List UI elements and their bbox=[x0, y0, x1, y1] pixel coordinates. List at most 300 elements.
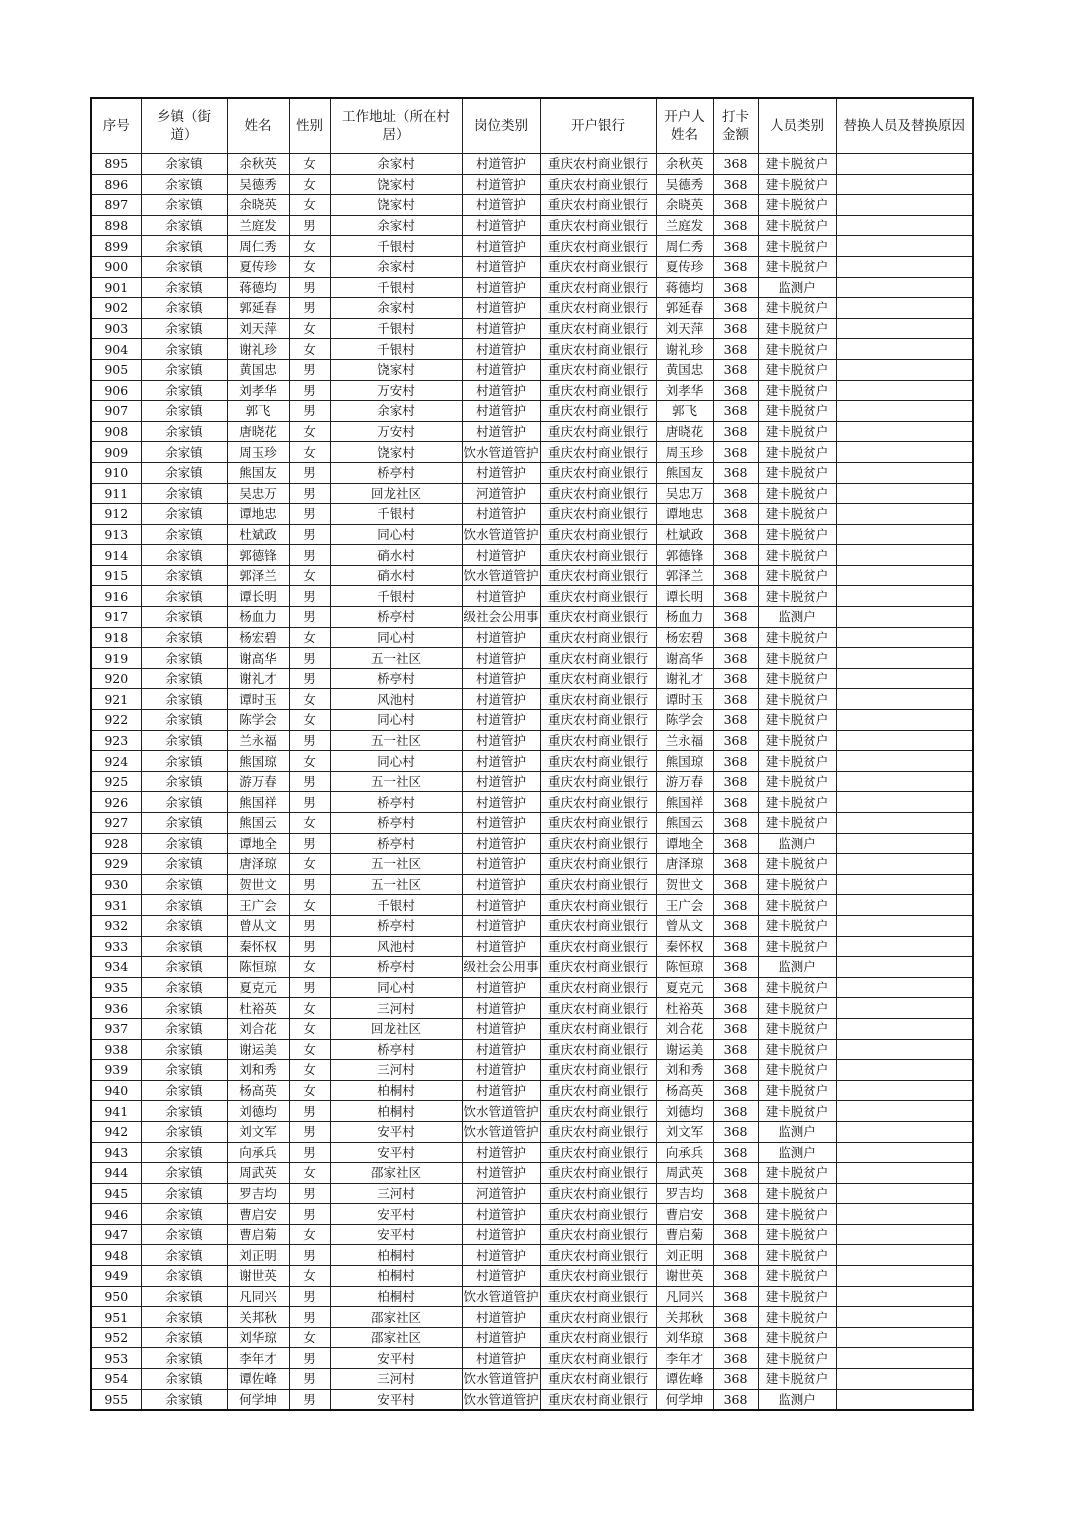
row-account-holder bbox=[656, 998, 713, 1019]
row-bank bbox=[540, 359, 656, 380]
row-name-text: 余秋英 bbox=[239, 156, 277, 172]
row-amount-text: 368 bbox=[723, 547, 748, 563]
row-town bbox=[141, 977, 227, 998]
row-name bbox=[227, 957, 289, 978]
header-work-address: 工作地址（所在村居） bbox=[330, 98, 462, 154]
row-name bbox=[227, 792, 289, 813]
row-work-address bbox=[330, 483, 462, 504]
row-bank-text: 重庆农村商业银行 bbox=[547, 1247, 648, 1263]
row-gender-text: 男 bbox=[303, 362, 316, 378]
row-replacement bbox=[836, 1369, 973, 1390]
table-row bbox=[91, 1018, 973, 1039]
table-body bbox=[91, 154, 973, 1411]
row-post-type bbox=[462, 792, 540, 813]
row-person-type-text: 建卡脱贫户 bbox=[765, 1041, 829, 1057]
row-post-type bbox=[462, 874, 540, 895]
row-person-type-text: 建卡脱贫户 bbox=[765, 382, 829, 398]
row-town-text: 余家镇 bbox=[165, 218, 203, 234]
row-bank-text: 重庆农村商业银行 bbox=[547, 403, 648, 419]
row-gender bbox=[289, 1286, 330, 1307]
row-person-type-text: 建卡脱贫户 bbox=[765, 629, 829, 645]
row-work-address-text: 邵家社区 bbox=[370, 1330, 421, 1346]
row-gender bbox=[289, 1245, 330, 1266]
row-name-text: 兰永福 bbox=[239, 732, 277, 748]
row-account-holder bbox=[656, 977, 713, 998]
table-row bbox=[91, 1286, 973, 1307]
row-person-type-text: 建卡脱贫户 bbox=[765, 1021, 829, 1037]
row-gender-text: 男 bbox=[303, 526, 316, 542]
row-town-text: 余家镇 bbox=[165, 691, 203, 707]
row-name bbox=[227, 854, 289, 875]
row-post-type bbox=[462, 1018, 540, 1039]
row-gender-text: 男 bbox=[303, 938, 316, 954]
row-person-type bbox=[758, 1183, 836, 1204]
row-index bbox=[91, 607, 141, 628]
row-index-text: 909 bbox=[104, 444, 129, 460]
row-amount bbox=[713, 627, 758, 648]
row-bank-text: 重庆农村商业银行 bbox=[547, 1165, 648, 1181]
row-amount-text: 368 bbox=[723, 588, 748, 604]
row-gender-text: 男 bbox=[303, 588, 316, 604]
row-bank-text: 重庆农村商业银行 bbox=[547, 259, 648, 275]
row-name-text: 曾从文 bbox=[239, 918, 277, 934]
row-bank bbox=[540, 1286, 656, 1307]
row-post-type bbox=[462, 936, 540, 957]
row-post-type bbox=[462, 710, 540, 731]
row-amount bbox=[713, 174, 758, 195]
row-account-holder bbox=[656, 730, 713, 751]
row-work-address-text: 五一社区 bbox=[370, 877, 421, 893]
row-index bbox=[91, 565, 141, 586]
row-bank bbox=[540, 668, 656, 689]
row-amount-text: 368 bbox=[723, 671, 748, 687]
row-bank-text: 重庆农村商业银行 bbox=[547, 691, 648, 707]
row-person-type-text: 建卡脱贫户 bbox=[765, 918, 829, 934]
row-bank bbox=[540, 1121, 656, 1142]
row-post-type-text: 河道管护 bbox=[475, 485, 526, 501]
row-town bbox=[141, 792, 227, 813]
row-person-type-text: 建卡脱贫户 bbox=[765, 877, 829, 893]
row-person-type bbox=[758, 833, 836, 854]
row-name-text: 杜斌政 bbox=[239, 526, 277, 542]
row-town bbox=[141, 1101, 227, 1122]
row-post-type-text: 村道管护 bbox=[475, 815, 526, 831]
row-account-holder-text: 吴德秀 bbox=[665, 176, 704, 192]
row-bank-text: 重庆农村商业银行 bbox=[547, 526, 648, 542]
row-work-address bbox=[330, 1018, 462, 1039]
row-account-holder-text: 刘文军 bbox=[665, 1124, 704, 1140]
row-town-text: 余家镇 bbox=[165, 712, 203, 728]
row-post-type bbox=[462, 1121, 540, 1142]
row-bank bbox=[540, 627, 656, 648]
row-bank-text: 重庆农村商业银行 bbox=[547, 341, 648, 357]
row-name bbox=[227, 318, 289, 339]
row-bank-text: 重庆农村商业银行 bbox=[547, 1062, 648, 1078]
row-post-type-text: 饮水管道管护 bbox=[463, 1371, 539, 1387]
row-person-type-text: 建卡脱贫户 bbox=[765, 774, 829, 790]
row-account-holder bbox=[656, 1204, 713, 1225]
row-index-text: 902 bbox=[104, 300, 129, 316]
row-person-type-text: 监测户 bbox=[778, 1144, 816, 1160]
row-name-text: 刘华琼 bbox=[239, 1330, 277, 1346]
table-row bbox=[91, 1307, 973, 1328]
row-town bbox=[141, 1307, 227, 1328]
row-post-type-text: 村道管护 bbox=[475, 835, 526, 851]
row-index-text: 931 bbox=[104, 897, 129, 913]
row-index bbox=[91, 586, 141, 607]
row-town-text: 余家镇 bbox=[165, 877, 203, 893]
table-row bbox=[91, 915, 973, 936]
row-name bbox=[227, 154, 289, 175]
row-name-text: 陈恒琼 bbox=[239, 959, 277, 975]
row-index-text: 928 bbox=[104, 835, 129, 851]
row-account-holder bbox=[656, 1142, 713, 1163]
row-gender-text: 男 bbox=[303, 485, 316, 501]
row-work-address bbox=[330, 957, 462, 978]
row-gender-text: 女 bbox=[303, 856, 316, 872]
row-person-type-text: 建卡脱贫户 bbox=[765, 238, 829, 254]
row-index-text: 910 bbox=[104, 465, 129, 481]
table-row bbox=[91, 1224, 973, 1245]
row-replacement bbox=[836, 195, 973, 216]
table-row bbox=[91, 813, 973, 834]
row-account-holder bbox=[656, 854, 713, 875]
row-post-type bbox=[462, 215, 540, 236]
row-post-type-text: 村道管护 bbox=[475, 938, 526, 954]
row-work-address-text: 千银村 bbox=[377, 341, 415, 357]
row-gender-text: 男 bbox=[303, 1350, 316, 1366]
row-bank bbox=[540, 607, 656, 628]
row-bank bbox=[540, 936, 656, 957]
row-bank bbox=[540, 895, 656, 916]
row-person-type bbox=[758, 565, 836, 586]
row-work-address-text: 柏桐村 bbox=[377, 1288, 415, 1304]
row-person-type bbox=[758, 1039, 836, 1060]
row-index bbox=[91, 421, 141, 442]
row-town-text: 余家镇 bbox=[165, 938, 203, 954]
row-amount bbox=[713, 545, 758, 566]
row-town-text: 余家镇 bbox=[165, 732, 203, 748]
row-person-type-text: 建卡脱贫户 bbox=[765, 1165, 829, 1181]
row-work-address bbox=[330, 1348, 462, 1369]
row-bank-text: 重庆农村商业银行 bbox=[547, 1103, 648, 1119]
row-post-type-text: 村道管护 bbox=[475, 218, 526, 234]
row-name-text: 李年才 bbox=[239, 1350, 277, 1366]
row-name-text: 何学坤 bbox=[239, 1391, 277, 1407]
row-account-holder-text: 曹启菊 bbox=[665, 1227, 704, 1243]
row-account-holder-text: 杜斌政 bbox=[665, 526, 704, 542]
row-amount bbox=[713, 524, 758, 545]
row-work-address bbox=[330, 1163, 462, 1184]
row-person-type-text: 建卡脱贫户 bbox=[765, 1268, 829, 1284]
row-amount bbox=[713, 401, 758, 422]
row-town bbox=[141, 236, 227, 257]
row-replacement bbox=[836, 751, 973, 772]
row-gender bbox=[289, 607, 330, 628]
row-post-type-text: 村道管护 bbox=[475, 382, 526, 398]
row-name-text: 杨高英 bbox=[239, 1083, 277, 1099]
row-amount-text: 368 bbox=[723, 526, 748, 542]
row-index bbox=[91, 648, 141, 669]
row-name-text: 谢礼才 bbox=[239, 671, 277, 687]
row-amount bbox=[713, 154, 758, 175]
row-work-address-text: 邵家社区 bbox=[370, 1165, 421, 1181]
row-town-text: 余家镇 bbox=[165, 959, 203, 975]
row-post-type bbox=[462, 1101, 540, 1122]
row-amount-text: 368 bbox=[723, 1350, 748, 1366]
row-gender bbox=[289, 442, 330, 463]
row-post-type bbox=[462, 442, 540, 463]
row-index-text: 948 bbox=[104, 1247, 129, 1263]
row-town-text: 余家镇 bbox=[165, 588, 203, 604]
row-gender bbox=[289, 751, 330, 772]
row-amount bbox=[713, 730, 758, 751]
row-person-type-text: 建卡脱贫户 bbox=[765, 485, 829, 501]
row-town bbox=[141, 401, 227, 422]
row-bank bbox=[540, 1018, 656, 1039]
row-name-text: 谭时玉 bbox=[239, 691, 277, 707]
row-person-type bbox=[758, 648, 836, 669]
row-index bbox=[91, 915, 141, 936]
row-name-text: 余晓英 bbox=[239, 197, 277, 213]
row-gender-text: 女 bbox=[303, 238, 316, 254]
row-work-address bbox=[330, 236, 462, 257]
row-gender bbox=[289, 1183, 330, 1204]
row-work-address bbox=[330, 1121, 462, 1142]
row-bank-text: 重庆农村商业银行 bbox=[547, 712, 648, 728]
row-bank bbox=[540, 710, 656, 731]
row-work-address-text: 同心村 bbox=[377, 712, 415, 728]
row-amount-text: 368 bbox=[723, 1000, 748, 1016]
row-town bbox=[141, 689, 227, 710]
row-post-type bbox=[462, 957, 540, 978]
row-amount bbox=[713, 915, 758, 936]
row-replacement bbox=[836, 442, 973, 463]
row-account-holder bbox=[656, 236, 713, 257]
row-index bbox=[91, 1163, 141, 1184]
row-gender-text: 女 bbox=[303, 712, 316, 728]
row-replacement bbox=[836, 730, 973, 751]
row-index-text: 932 bbox=[104, 918, 129, 934]
row-index-text: 908 bbox=[104, 424, 129, 440]
row-post-type bbox=[462, 1389, 540, 1410]
row-name bbox=[227, 1142, 289, 1163]
row-account-holder-text: 唐泽琼 bbox=[665, 856, 704, 872]
row-post-type-text: 饮水管道管护 bbox=[463, 1103, 539, 1119]
row-index bbox=[91, 380, 141, 401]
row-person-type-text: 建卡脱贫户 bbox=[765, 1000, 829, 1016]
row-person-type bbox=[758, 1369, 836, 1390]
row-work-address bbox=[330, 689, 462, 710]
row-bank-text: 重庆农村商业银行 bbox=[547, 897, 648, 913]
table-row bbox=[91, 710, 973, 731]
row-account-holder-text: 郭延春 bbox=[665, 300, 704, 316]
row-bank bbox=[540, 154, 656, 175]
row-index-text: 926 bbox=[104, 794, 129, 810]
row-person-type-text: 建卡脱贫户 bbox=[765, 465, 829, 481]
row-amount bbox=[713, 1204, 758, 1225]
row-amount-text: 368 bbox=[723, 1165, 748, 1181]
row-gender-text: 女 bbox=[303, 176, 316, 192]
row-person-type bbox=[758, 154, 836, 175]
row-gender bbox=[289, 380, 330, 401]
row-index bbox=[91, 771, 141, 792]
row-account-holder-text: 关邦秋 bbox=[665, 1309, 704, 1325]
row-work-address-text: 三河村 bbox=[377, 1185, 415, 1201]
row-post-type-text: 村道管护 bbox=[475, 300, 526, 316]
row-work-address bbox=[330, 545, 462, 566]
row-account-holder-text: 余秋英 bbox=[665, 156, 704, 172]
row-person-type bbox=[758, 1163, 836, 1184]
row-name bbox=[227, 195, 289, 216]
row-gender-text: 男 bbox=[303, 794, 316, 810]
row-bank-text: 重庆农村商业银行 bbox=[547, 753, 648, 769]
row-index bbox=[91, 1266, 141, 1287]
row-bank bbox=[540, 833, 656, 854]
row-town bbox=[141, 1060, 227, 1081]
row-town bbox=[141, 1389, 227, 1410]
row-town-text: 余家镇 bbox=[165, 753, 203, 769]
row-replacement bbox=[836, 359, 973, 380]
row-account-holder-text: 熊国琼 bbox=[665, 753, 704, 769]
row-town bbox=[141, 1183, 227, 1204]
row-work-address bbox=[330, 442, 462, 463]
row-amount-text: 368 bbox=[723, 1124, 748, 1140]
row-replacement bbox=[836, 215, 973, 236]
row-person-type-text: 建卡脱贫户 bbox=[765, 897, 829, 913]
row-work-address-text: 饶家村 bbox=[377, 444, 415, 460]
row-name-text: 周仁秀 bbox=[239, 238, 277, 254]
row-account-holder bbox=[656, 874, 713, 895]
row-account-holder bbox=[656, 565, 713, 586]
row-town-text: 余家镇 bbox=[165, 321, 203, 337]
row-work-address bbox=[330, 1389, 462, 1410]
row-person-type bbox=[758, 318, 836, 339]
row-gender-text: 男 bbox=[303, 1288, 316, 1304]
row-post-type-text: 村道管护 bbox=[475, 1062, 526, 1078]
row-account-holder bbox=[656, 1183, 713, 1204]
row-post-type-text: 村道管护 bbox=[475, 1206, 526, 1222]
row-account-holder bbox=[656, 298, 713, 319]
row-post-type bbox=[462, 1183, 540, 1204]
row-amount bbox=[713, 792, 758, 813]
row-amount bbox=[713, 833, 758, 854]
row-amount-text: 368 bbox=[723, 238, 748, 254]
row-account-holder bbox=[656, 648, 713, 669]
row-work-address-text: 安平村 bbox=[377, 1124, 415, 1140]
row-account-holder bbox=[656, 483, 713, 504]
row-town-text: 余家镇 bbox=[165, 1041, 203, 1057]
row-work-address bbox=[330, 895, 462, 916]
row-bank-text: 重庆农村商业银行 bbox=[547, 465, 648, 481]
row-amount bbox=[713, 710, 758, 731]
row-gender-text: 女 bbox=[303, 1021, 316, 1037]
row-person-type-text: 建卡脱贫户 bbox=[765, 794, 829, 810]
row-person-type-text: 建卡脱贫户 bbox=[765, 300, 829, 316]
row-amount bbox=[713, 586, 758, 607]
row-person-type-text: 建卡脱贫户 bbox=[765, 1103, 829, 1119]
row-bank bbox=[540, 915, 656, 936]
row-person-type bbox=[758, 1101, 836, 1122]
row-account-holder-text: 罗吉均 bbox=[665, 1185, 704, 1201]
row-account-holder bbox=[656, 689, 713, 710]
row-person-type bbox=[758, 421, 836, 442]
row-post-type-text: 饮水管道管护 bbox=[463, 568, 539, 584]
row-post-type-text: 村道管护 bbox=[475, 671, 526, 687]
row-name bbox=[227, 277, 289, 298]
row-name bbox=[227, 1266, 289, 1287]
row-town bbox=[141, 195, 227, 216]
row-work-address bbox=[330, 421, 462, 442]
row-account-holder-text: 凡同兴 bbox=[665, 1288, 704, 1304]
row-town bbox=[141, 462, 227, 483]
row-gender bbox=[289, 1327, 330, 1348]
table-row bbox=[91, 154, 973, 175]
row-name bbox=[227, 730, 289, 751]
row-work-address bbox=[330, 1183, 462, 1204]
row-index bbox=[91, 1369, 141, 1390]
row-replacement bbox=[836, 1142, 973, 1163]
row-index-text: 914 bbox=[104, 547, 129, 563]
row-account-holder-text: 谭长明 bbox=[665, 588, 704, 604]
row-name bbox=[227, 833, 289, 854]
row-post-type-text: 饮水管道管护 bbox=[463, 1288, 539, 1304]
row-person-type bbox=[758, 483, 836, 504]
row-work-address bbox=[330, 1245, 462, 1266]
table-row bbox=[91, 1121, 973, 1142]
table-row bbox=[91, 977, 973, 998]
table-row bbox=[91, 1204, 973, 1225]
row-gender bbox=[289, 1101, 330, 1122]
row-work-address bbox=[330, 1286, 462, 1307]
row-name bbox=[227, 813, 289, 834]
row-town bbox=[141, 751, 227, 772]
row-account-holder-text: 熊国友 bbox=[665, 465, 704, 481]
row-bank-text: 重庆农村商业银行 bbox=[547, 1000, 648, 1016]
row-name bbox=[227, 215, 289, 236]
row-post-type-text: 饮水管道管护 bbox=[463, 1124, 539, 1140]
row-name-text: 熊国祥 bbox=[239, 794, 277, 810]
row-account-holder-text: 夏克元 bbox=[665, 980, 704, 996]
table-row bbox=[91, 421, 973, 442]
row-amount-text: 368 bbox=[723, 1144, 748, 1160]
row-post-type-text: 村道管护 bbox=[475, 629, 526, 645]
row-index bbox=[91, 256, 141, 277]
row-bank bbox=[540, 1266, 656, 1287]
row-work-address bbox=[330, 1327, 462, 1348]
row-index-text: 898 bbox=[104, 218, 129, 234]
row-index bbox=[91, 1204, 141, 1225]
table-row bbox=[91, 277, 973, 298]
row-index-text: 945 bbox=[104, 1185, 129, 1201]
row-account-holder-text: 蒋德均 bbox=[665, 279, 704, 295]
row-index bbox=[91, 215, 141, 236]
row-amount-text: 368 bbox=[723, 444, 748, 460]
row-town-text: 余家镇 bbox=[165, 156, 203, 172]
row-account-holder bbox=[656, 957, 713, 978]
row-name bbox=[227, 1060, 289, 1081]
row-town-text: 余家镇 bbox=[165, 444, 203, 460]
row-work-address bbox=[330, 401, 462, 422]
row-amount bbox=[713, 504, 758, 525]
row-post-type-text: 村道管护 bbox=[475, 465, 526, 481]
row-index-text: 916 bbox=[104, 588, 129, 604]
row-name bbox=[227, 401, 289, 422]
row-post-type-text: 村道管护 bbox=[475, 403, 526, 419]
row-replacement bbox=[836, 1080, 973, 1101]
row-gender-text: 女 bbox=[303, 568, 316, 584]
row-person-type bbox=[758, 1018, 836, 1039]
